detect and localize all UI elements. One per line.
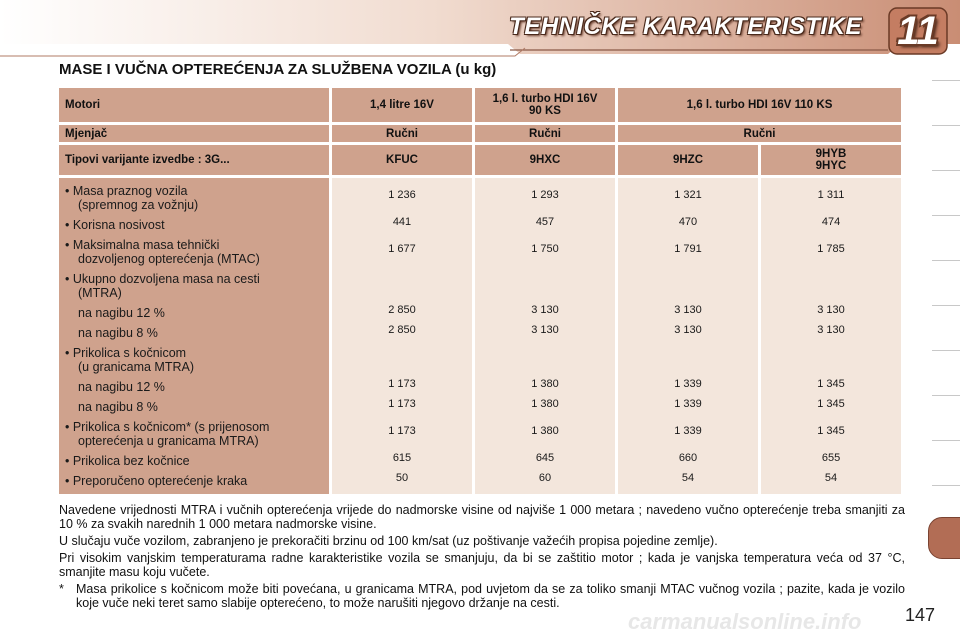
row-value: 615 xyxy=(392,452,412,464)
active-chapter-tab[interactable] xyxy=(928,517,960,559)
types-row xyxy=(59,145,901,175)
engine-col-2 xyxy=(475,88,615,122)
row-label xyxy=(65,397,323,417)
mass-values-row xyxy=(59,178,901,494)
gearbox-col-3: Ručni xyxy=(618,125,901,142)
row-value: 1 339 xyxy=(674,398,702,410)
row-value: 1 677 xyxy=(388,243,416,255)
row-label-line: opterećenja u granicama MTRA) xyxy=(78,434,259,448)
row-value: 474 xyxy=(821,216,841,228)
row-value: 1 785 xyxy=(817,243,845,255)
gearbox-col-1: Ručni xyxy=(332,125,472,142)
row-value xyxy=(475,266,615,300)
row-value: 3 130 xyxy=(674,304,702,316)
row-value: 1 380 xyxy=(531,425,559,437)
row-value: 1 791 xyxy=(674,243,702,255)
row-value: 1 311 xyxy=(817,189,845,201)
type-col-4-text: 9HYB 9HYC xyxy=(815,148,847,172)
row-value: 1 173 xyxy=(388,398,416,410)
row-value: 1 293 xyxy=(531,189,559,201)
row-value: 645 xyxy=(535,452,555,464)
specifications-table xyxy=(56,85,904,497)
note-speed: U slučaju vuče vozilom, zabranjeno je prekoračiti brzinu od 100 km/sat (uz poštivanje važećih propisa pojedine zemlje). xyxy=(59,534,718,548)
row-label xyxy=(65,235,323,269)
row-label xyxy=(65,215,323,235)
chapter-title: TEHNIČKE KARAKTERISTIKE xyxy=(509,13,862,40)
row-value: 457 xyxy=(535,216,555,228)
row-value xyxy=(761,266,901,300)
row-value: 54 xyxy=(824,472,838,484)
row-value: 1 321 xyxy=(674,189,702,201)
row-value: 2 850 xyxy=(388,324,416,336)
watermark: carmanualsonline.info xyxy=(628,609,862,634)
section-title: MASE I VUČNA OPTEREĆENJA ZA SLUŽBENA VOZILA (u kg) xyxy=(59,61,497,78)
gearbox-label: Mjenjač xyxy=(59,125,329,142)
row-value: 1 236 xyxy=(388,189,416,201)
row-value: 3 130 xyxy=(531,304,559,316)
mass-labels-column xyxy=(59,178,329,494)
row-value: 660 xyxy=(678,452,698,464)
row-label xyxy=(65,417,323,451)
row-value: 1 345 xyxy=(817,425,845,437)
row-label-line: (spremnog za vožnju) xyxy=(78,198,199,212)
row-label xyxy=(65,181,323,215)
engine-col-1: 1,4 litre 16V xyxy=(332,88,472,122)
footnote-star: * xyxy=(59,582,64,596)
row-label-line: na nagibu 12 % xyxy=(78,306,165,320)
row-label-line: na nagibu 12 % xyxy=(78,380,165,394)
chapter-number: 11 xyxy=(897,9,939,53)
row-label xyxy=(65,471,323,491)
row-value: 1 173 xyxy=(388,378,416,390)
values-column-2 xyxy=(475,178,615,494)
row-label xyxy=(65,343,323,377)
engines-label: Motori xyxy=(59,88,329,122)
row-label-line: • Ukupno dozvoljena masa na cesti xyxy=(65,272,260,286)
notes xyxy=(59,503,905,613)
values-column-1 xyxy=(332,178,472,494)
row-value xyxy=(761,340,901,374)
note-altitude: Navedene vrijednosti MTRA i vučnih opterećenja vrijede do nadmorske visine od najviše 1 000 metara ; navedeno vučno opterećenje treba smanjiti za 10 % za svakih narednih 1 000 metara nadmorske visine. xyxy=(59,503,905,531)
engine-col-2-text: 1,6 l. turbo HDI 16V 90 KS xyxy=(492,93,598,117)
note-temperature: Pri visokim vanjskim temperaturama radne karakteristike vozila se smanjuju, da bi se zaštitio motor ; kada je vanjska temperatura veća od 37 °C, smanjite masu koju vučete. xyxy=(59,551,905,579)
row-value: 655 xyxy=(821,452,841,464)
type-col-2: 9HXC xyxy=(475,145,615,175)
row-value: 3 130 xyxy=(817,304,845,316)
types-label: Tipovi varijante izvedbe : 3G... xyxy=(59,145,329,175)
row-label-line: na nagibu 8 % xyxy=(78,400,158,414)
row-label xyxy=(65,323,323,343)
row-label xyxy=(65,377,323,397)
row-label-line: • Maksimalna masa tehnički xyxy=(65,238,220,252)
row-label-line: • Prikolica s kočnicom* (s prijenosom xyxy=(65,420,270,434)
row-value xyxy=(475,340,615,374)
row-value: 54 xyxy=(681,472,695,484)
row-value: 1 173 xyxy=(388,425,416,437)
row-value: 1 339 xyxy=(674,378,702,390)
row-label-line: • Korisna nosivost xyxy=(65,218,165,232)
values-column-4 xyxy=(761,178,901,494)
engines-row xyxy=(59,88,901,122)
engine-col-3: 1,6 l. turbo HDI 16V 110 KS xyxy=(618,88,901,122)
page-number: 147 xyxy=(905,605,936,625)
row-label-line: • Masa praznog vozila xyxy=(65,184,188,198)
row-value xyxy=(332,340,472,374)
row-value: 3 130 xyxy=(531,324,559,336)
gearbox-row xyxy=(59,125,901,142)
row-value: 1 380 xyxy=(531,398,559,410)
row-label xyxy=(65,303,323,323)
row-value: 2 850 xyxy=(388,304,416,316)
row-value: 3 130 xyxy=(817,324,845,336)
row-value: 1 339 xyxy=(674,425,702,437)
row-value xyxy=(618,340,758,374)
type-col-1: KFUC xyxy=(332,145,472,175)
row-label xyxy=(65,269,323,303)
row-value: 1 345 xyxy=(817,398,845,410)
row-value: 3 130 xyxy=(674,324,702,336)
row-value: 1 750 xyxy=(531,243,559,255)
row-value xyxy=(618,266,758,300)
row-label xyxy=(65,451,323,471)
row-label-line: dozvoljenog opterećenja (MTAC) xyxy=(78,252,260,266)
gearbox-col-2: Ručni xyxy=(475,125,615,142)
row-value: 441 xyxy=(392,216,412,228)
type-col-4 xyxy=(761,145,901,175)
row-value xyxy=(332,266,472,300)
row-label-line: • Prikolica bez kočnice xyxy=(65,454,190,468)
row-value: 60 xyxy=(538,472,552,484)
type-col-3: 9HZC xyxy=(618,145,758,175)
row-value: 50 xyxy=(395,472,409,484)
values-column-3 xyxy=(618,178,758,494)
footnote-text: Masa prikolice s kočnicom može biti povećana, u granicama MTRA, pod uvjetom da se za toliko smanji MTAC vučnog vozila ; pazite, kada je vozilo koje vuče neki teret samo slabije opterećeno, to može narušiti njegovo držanje na cesti. xyxy=(76,582,905,610)
row-value: 1 380 xyxy=(531,378,559,390)
row-value: 470 xyxy=(678,216,698,228)
row-label-line: (MTRA) xyxy=(78,286,122,300)
row-label-line: • Prikolica s kočnicom xyxy=(65,346,187,360)
row-label-line: • Preporučeno opterećenje kraka xyxy=(65,474,248,488)
row-label-line: (u granicama MTRA) xyxy=(78,360,194,374)
row-label-line: na nagibu 8 % xyxy=(78,326,158,340)
row-value: 1 345 xyxy=(817,378,845,390)
